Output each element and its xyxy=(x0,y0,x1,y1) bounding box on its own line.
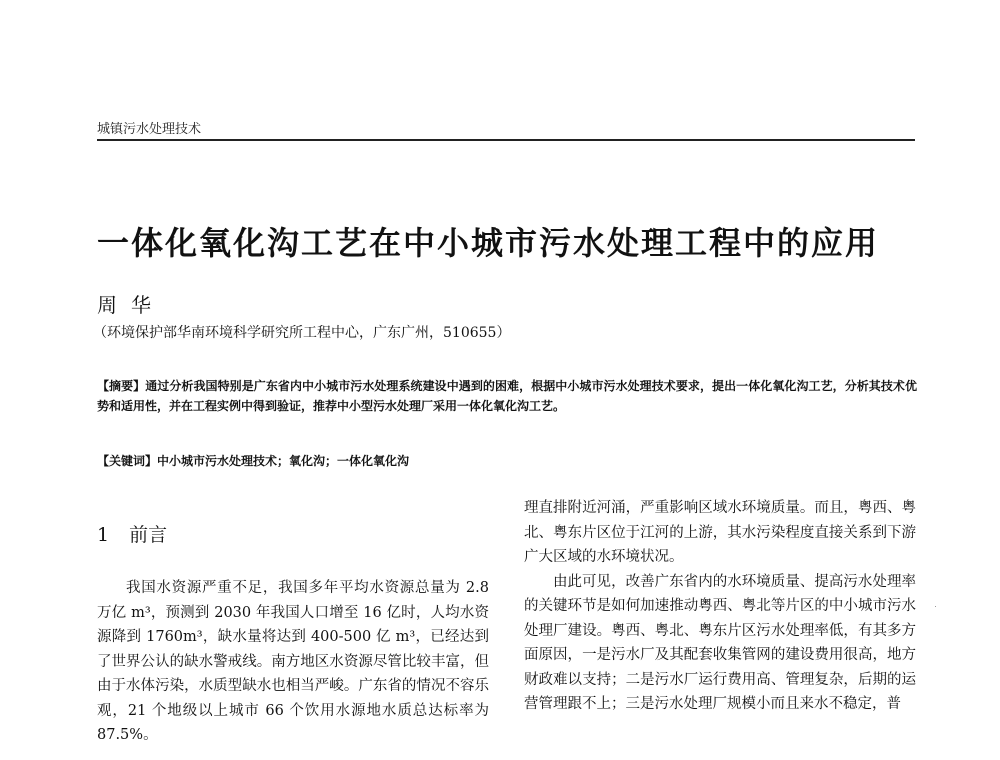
abstract xyxy=(97,376,917,416)
running-header: 城镇污水处理技术 xyxy=(97,122,202,137)
keywords xyxy=(97,451,917,471)
body-paragraph: 由此可见，改善广东省内的水环境质量、提高污水处理率的关键环节是如何加速推动粤西、粤北等片区的中小城市污水处理厂建设。粤西、粤北、粤东片区污水处理率低，有其多方面原因，一是污水厂及其配套收集管网的建设费用很高，地方财政难以支持；二是污水厂运行费用高、管理复杂，后期的运营管理跟不上；三是污水处理厂规模小而且来水不稳定，普 xyxy=(524,573,916,712)
scan-mark xyxy=(935,606,936,607)
section-number: 1 xyxy=(97,524,110,546)
article-title: 一体化氧化沟工艺在中小城市污水处理工程中的应用 xyxy=(97,224,880,262)
abstract-text: 通过分析我国特别是广东省内中小城市污水处理系统建设中遇到的困难，根据中小城市污水处理技术要求，提出一体化氧化沟工艺，分析其技术优势和适用性，并在工程实例中得到验证，推荐中小型污水处理厂采用一体化氧化沟工艺。 xyxy=(97,379,917,413)
body-paragraph: 我国水资源严重不足，我国多年平均水资源总量为 2.8 万亿 m³，预测到 2030 年我国人口增至 16 亿时，人均水资源降到 1760m³，缺水量将达到 400-500 亿 m³，已经达到了世界公认的缺水警戒线。南方地区水资源尽管比较丰富，但由于水体污染，水质型缺水也相当严峻。广东省的情况不容乐观，21 个地级以上城市 66 个饮用水源地水质总达标率为 87.5%。 xyxy=(97,580,489,743)
body-paragraph: 理直排附近河涌，严重影响区域水环境质量。而且，粤西、粤北、粤东片区位于江河的上游，其水污染程度直接关系到下游广大区域的水环境状况。 xyxy=(524,500,916,565)
section-heading xyxy=(97,520,167,547)
keywords-label: 【关键词】 xyxy=(97,454,158,468)
keywords-text: 中小城市污水处理技术；氧化沟；一体化氧化沟 xyxy=(157,454,410,468)
right-column xyxy=(524,496,916,717)
author-name: 周华 xyxy=(97,293,165,317)
author-affiliation: （环境保护部华南环境科学研究所工程中心，广东广州，510655） xyxy=(93,325,511,341)
left-column xyxy=(97,576,489,748)
section-title: 前言 xyxy=(129,524,168,546)
abstract-label: 【摘要】 xyxy=(97,379,146,393)
header-rule xyxy=(97,139,915,141)
